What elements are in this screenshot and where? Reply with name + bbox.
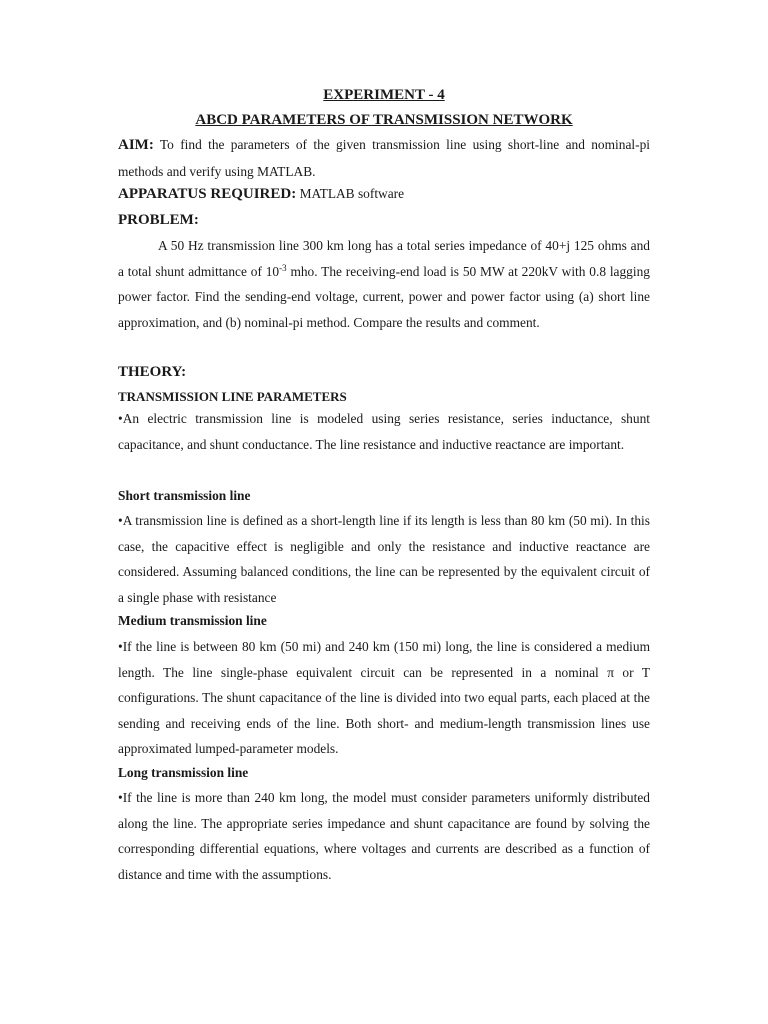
apparatus-line [118, 186, 404, 203]
apparatus-label: APPARATUS REQUIRED: [118, 186, 297, 202]
section-title-transmission-line-parameters: TRANSMISSION LINE PARAMETERS [118, 389, 347, 404]
long-line-title: Long transmission line [118, 765, 249, 780]
medium-line-title: Medium transmission line [118, 613, 267, 628]
problem-text-end: mho. The receiving-end load is 50 MW at 220kV with 0.8 lagging power factor. Find the sending-end voltage, current, power and power factor using (a) short line approximation, and (b) nominal-pi method. Compare the results and comment. [118, 263, 650, 330]
short-line-title: Short transmission line [118, 488, 251, 503]
aim-label: AIM: [118, 137, 154, 153]
medium-line-paragraph: •If the line is between 80 km (50 mi) and 240 km (150 mi) long, the line is considered a medium length. The line single-phase equivalent circuit can be represented in a nominal π or T configurations. The shunt capacitance of the line is divided into two equal parts, each placed at the sending and receiving ends of the line. Both short- and medium-length transmission lines use approximated lumped-parameter models. [118, 639, 650, 756]
problem-label: PROBLEM: [118, 212, 199, 228]
aim-text: To find the parameters of the given transmission line using short-line and nominal-pi methods and verify using MATLAB. [118, 137, 650, 179]
short-line-paragraph: •A transmission line is defined as a short-length line if its length is less than 80 km (50 mi). In this case, the capacitive effect is negligible and only the resistance and inductive reactance are considered. Assuming balanced conditions, the line can be represented by the equivalent circuit of a single phase with resistance [118, 513, 650, 605]
theory-label: THEORY: [118, 364, 187, 380]
problem-paragraph [118, 233, 650, 335]
problem-exponent: -3 [279, 262, 287, 273]
long-line-paragraph: •If the line is more than 240 km long, the model must consider parameters uniformly distributed along the line. The appropriate series impedance and shunt capacitance are found by solving the corresponding differential equations, where voltages and currents are described as a function of distance and time with the assumptions. [118, 790, 650, 882]
theory-intro-paragraph: •An electric transmission line is modeled using series resistance, series inductance, shunt capacitance, and shunt conductance. The line resistance and inductive reactance are important. [118, 411, 650, 452]
document-title: ABCD PARAMETERS OF TRANSMISSION NETWORK [195, 112, 573, 128]
aim-paragraph [118, 132, 650, 184]
problem-text-start: A 50 Hz transmission line 300 km long has a total series impedance of 40+j 125 ohms and a total shunt admittance of 10 [118, 238, 650, 279]
experiment-heading: EXPERIMENT - 4 [323, 87, 445, 103]
apparatus-text: MATLAB software [299, 186, 405, 201]
